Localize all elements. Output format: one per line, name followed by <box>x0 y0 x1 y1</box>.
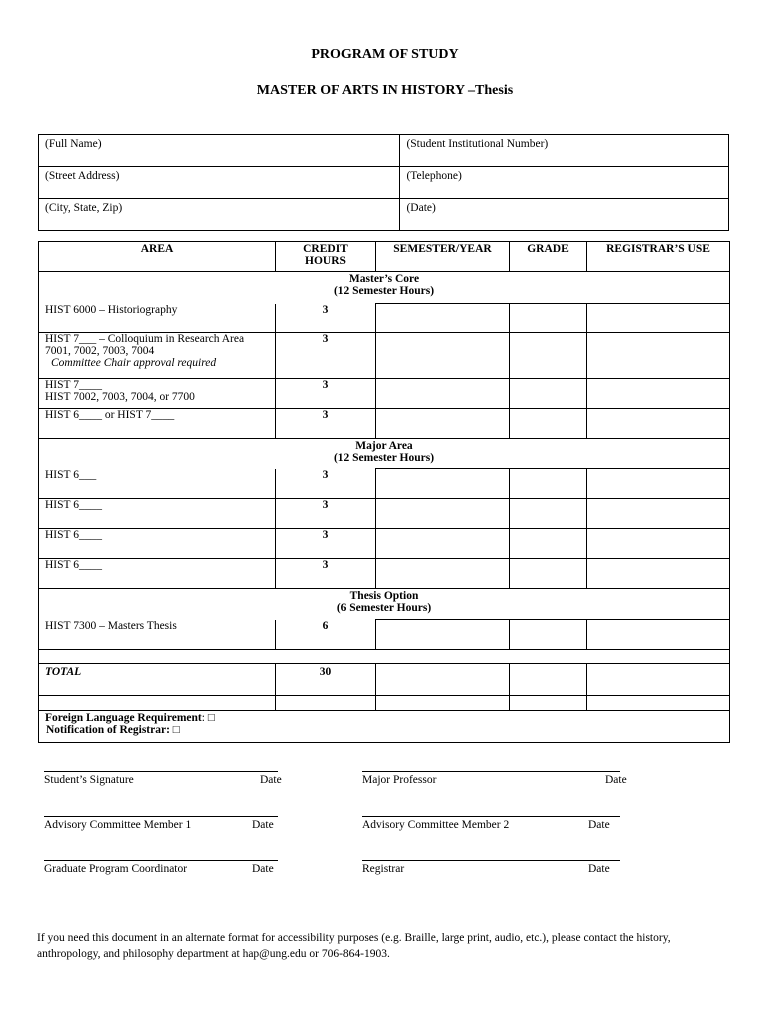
semester-cell[interactable] <box>376 620 510 650</box>
page-subtitle: MASTER OF ARTS IN HISTORY –Thesis <box>256 83 514 98</box>
street-address-label: (Street Address) <box>45 170 120 182</box>
credit-cell: 3 <box>276 469 376 499</box>
full-name-label: (Full Name) <box>45 138 102 150</box>
credit-cell: 3 <box>276 304 376 333</box>
credit-cell: 3 <box>276 409 376 439</box>
header-registrars-use: REGISTRAR’S USE <box>587 242 730 272</box>
page-title: PROGRAM OF STUDY <box>311 47 459 62</box>
coordinator-label: Graduate Program Coordinator <box>44 863 188 875</box>
credit-cell: 3 <box>276 379 376 409</box>
total-semester-cell <box>376 664 510 696</box>
registrar-label: Registrar <box>362 863 405 875</box>
member2-signature-line[interactable] <box>362 816 620 817</box>
date-label: Date <box>260 774 282 786</box>
credit-cell: 6 <box>276 620 376 650</box>
registrar-cell[interactable] <box>587 304 730 333</box>
foreign-language-checkbox[interactable]: : □ <box>201 712 215 724</box>
date-field[interactable] <box>400 199 729 231</box>
spacer-row <box>39 650 730 664</box>
registrar-cell[interactable] <box>587 469 730 499</box>
city-state-zip-field[interactable] <box>39 199 400 231</box>
course-cell: HIST 6____ <box>39 529 276 559</box>
student-number-field[interactable] <box>400 135 729 167</box>
course-cell: HIST 6000 – Historiography <box>39 304 276 333</box>
registrar-cell[interactable] <box>587 333 730 379</box>
registrar-cell[interactable] <box>587 379 730 409</box>
coordinator-signature-line[interactable] <box>44 860 278 861</box>
student-signature-line[interactable] <box>44 771 278 772</box>
grade-cell[interactable] <box>510 620 587 650</box>
total-credit: 30 <box>276 664 376 696</box>
grade-cell[interactable] <box>510 499 587 529</box>
empty-cell <box>39 696 276 711</box>
header-area: AREA <box>39 242 276 272</box>
grade-cell[interactable] <box>510 379 587 409</box>
header-grade: GRADE <box>510 242 587 272</box>
program-table <box>38 241 730 743</box>
telephone-field[interactable] <box>400 167 729 199</box>
registrar-signature-line[interactable] <box>362 860 620 861</box>
registrar-cell[interactable] <box>587 620 730 650</box>
grade-cell[interactable] <box>510 409 587 439</box>
city-state-zip-label: (City, State, Zip) <box>45 202 123 214</box>
header-semester-year: SEMESTER/YEAR <box>376 242 510 272</box>
credit-cell: 3 <box>276 529 376 559</box>
date-label: Date <box>588 863 610 875</box>
student-info-table <box>38 134 729 231</box>
semester-cell[interactable] <box>376 559 510 589</box>
empty-cell <box>376 696 510 711</box>
grade-cell[interactable] <box>510 304 587 333</box>
total-label: TOTAL <box>39 664 276 696</box>
semester-cell[interactable] <box>376 469 510 499</box>
date-label: (Date) <box>406 202 436 214</box>
course-cell: HIST 7300 – Masters Thesis <box>39 620 276 650</box>
requirements-cell <box>39 711 730 743</box>
credit-cell: 3 <box>276 333 376 379</box>
street-address-field[interactable] <box>39 167 400 199</box>
member2-label: Advisory Committee Member 2 <box>362 819 510 831</box>
course-cell: HIST 6____ <box>39 559 276 589</box>
empty-cell <box>587 696 730 711</box>
credit-cell: 3 <box>276 559 376 589</box>
course-cell: HIST 6____ <box>39 499 276 529</box>
semester-cell[interactable] <box>376 379 510 409</box>
member1-signature-line[interactable] <box>44 816 278 817</box>
full-name-field[interactable] <box>39 135 400 167</box>
grade-cell[interactable] <box>510 333 587 379</box>
course-cell: HIST 7____ HIST 7002, 7003, 7004, or 7700 <box>39 379 276 409</box>
semester-cell[interactable] <box>376 499 510 529</box>
semester-cell[interactable] <box>376 304 510 333</box>
semester-cell[interactable] <box>376 409 510 439</box>
member1-label: Advisory Committee Member 1 <box>44 819 192 831</box>
section-major-area: Major Area (12 Semester Hours) <box>39 439 730 469</box>
registrar-cell[interactable] <box>587 499 730 529</box>
course-cell: HIST 7___ – Colloquium in Research Area 7001, 7002, 7003, 7004 Committee Chair approval required <box>39 333 276 379</box>
foreign-language-label: Foreign Language Requirement <box>45 712 202 724</box>
registrar-cell[interactable] <box>587 409 730 439</box>
total-registrar-cell <box>587 664 730 696</box>
semester-cell[interactable] <box>376 333 510 379</box>
date-label: Date <box>252 819 274 831</box>
grade-cell[interactable] <box>510 559 587 589</box>
date-label: Date <box>605 774 627 786</box>
credit-cell: 3 <box>276 499 376 529</box>
course-cell: HIST 6____ or HIST 7____ <box>39 409 276 439</box>
total-grade-cell <box>510 664 587 696</box>
student-number-label: (Student Institutional Number) <box>406 138 549 150</box>
notification-checkbox[interactable]: □ <box>169 724 180 736</box>
date-label: Date <box>588 819 610 831</box>
section-thesis-option: Thesis Option (6 Semester Hours) <box>39 589 730 620</box>
date-label: Date <box>252 863 274 875</box>
notification-label: Notification of Registrar: <box>46 724 170 736</box>
course-cell: HIST 6___ <box>39 469 276 499</box>
grade-cell[interactable] <box>510 529 587 559</box>
student-signature-label: Student’s Signature <box>44 774 134 786</box>
header-credit-hours: CREDIT HOURS <box>276 242 376 272</box>
grade-cell[interactable] <box>510 469 587 499</box>
registrar-cell[interactable] <box>587 529 730 559</box>
semester-cell[interactable] <box>376 529 510 559</box>
telephone-label: (Telephone) <box>406 170 462 182</box>
empty-cell <box>276 696 376 711</box>
registrar-cell[interactable] <box>587 559 730 589</box>
section-masters-core: Master’s Core (12 Semester Hours) <box>39 272 730 304</box>
major-professor-signature-line[interactable] <box>362 771 620 772</box>
major-professor-label: Major Professor <box>362 774 437 786</box>
accessibility-note: If you need this document in an alternate format for accessibility purposes (e.g. Braille, large print, audio, etc.), please contact the history, anthropology, and philosophy department at hap@ung.edu or 706-864-1903. <box>37 932 671 960</box>
empty-cell <box>510 696 587 711</box>
